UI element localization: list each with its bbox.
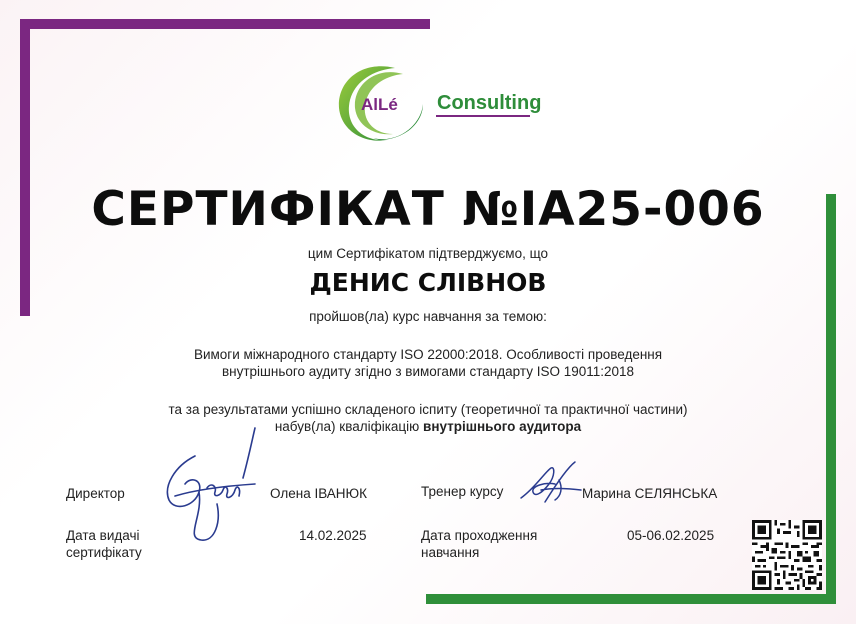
training-dates: 05-06.02.2025: [627, 528, 715, 543]
issue-date: 14.02.2025: [299, 528, 367, 543]
confirm-line: цим Сертифікатом підтверджуємо, що: [307, 246, 549, 261]
logo-underline: [436, 115, 530, 117]
logo-name: Consulting: [437, 92, 542, 114]
result-line-2-prefix: набув(ла) кваліфікацію: [274, 419, 424, 434]
svg-text:AlLé: AlLé: [361, 95, 398, 114]
completed-line: пройшов(ла) курс навчання за темою:: [309, 309, 547, 324]
issue-label-line-1: Дата видачі: [66, 528, 140, 543]
result-line-2: [0, 419, 856, 434]
training-label-line-2: навчання: [421, 545, 480, 560]
qualification: внутрішнього аудитора: [423, 419, 582, 434]
training-label-line-1: Дата проходження: [421, 528, 538, 543]
certificate-title: СЕРТИФІКАТ №IA25-006: [91, 182, 765, 237]
director-signature-icon: [155, 426, 265, 542]
frame-bottom-green: [426, 594, 836, 604]
topic-line-1: Вимоги міжнародного стандарту ISO 22000:2018. Особливості проведення: [193, 347, 663, 362]
director-name: Олена ІВАНЮК: [270, 486, 368, 501]
qr-code-icon: [752, 520, 822, 590]
result-line-1: та за результатами успішно складеного іспиту (теоретичної та практичної частини): [168, 402, 688, 417]
trainer-label: Тренер курсу: [421, 484, 504, 499]
trainer-signature-icon: [515, 458, 585, 508]
alle-consulting-logo-icon: [333, 60, 433, 146]
frame-top-purple: [20, 19, 430, 29]
recipient-name: ДЕНИС СЛІВНОВ: [309, 268, 547, 297]
director-label: Директор: [66, 486, 125, 501]
topic-line-2: внутрішнього аудиту згідно з вимогами стандарту ISO 19011:2018: [221, 364, 635, 379]
issue-label-line-2: сертифікату: [66, 545, 142, 560]
trainer-name: Марина СЕЛЯНСЬКА: [582, 486, 718, 501]
